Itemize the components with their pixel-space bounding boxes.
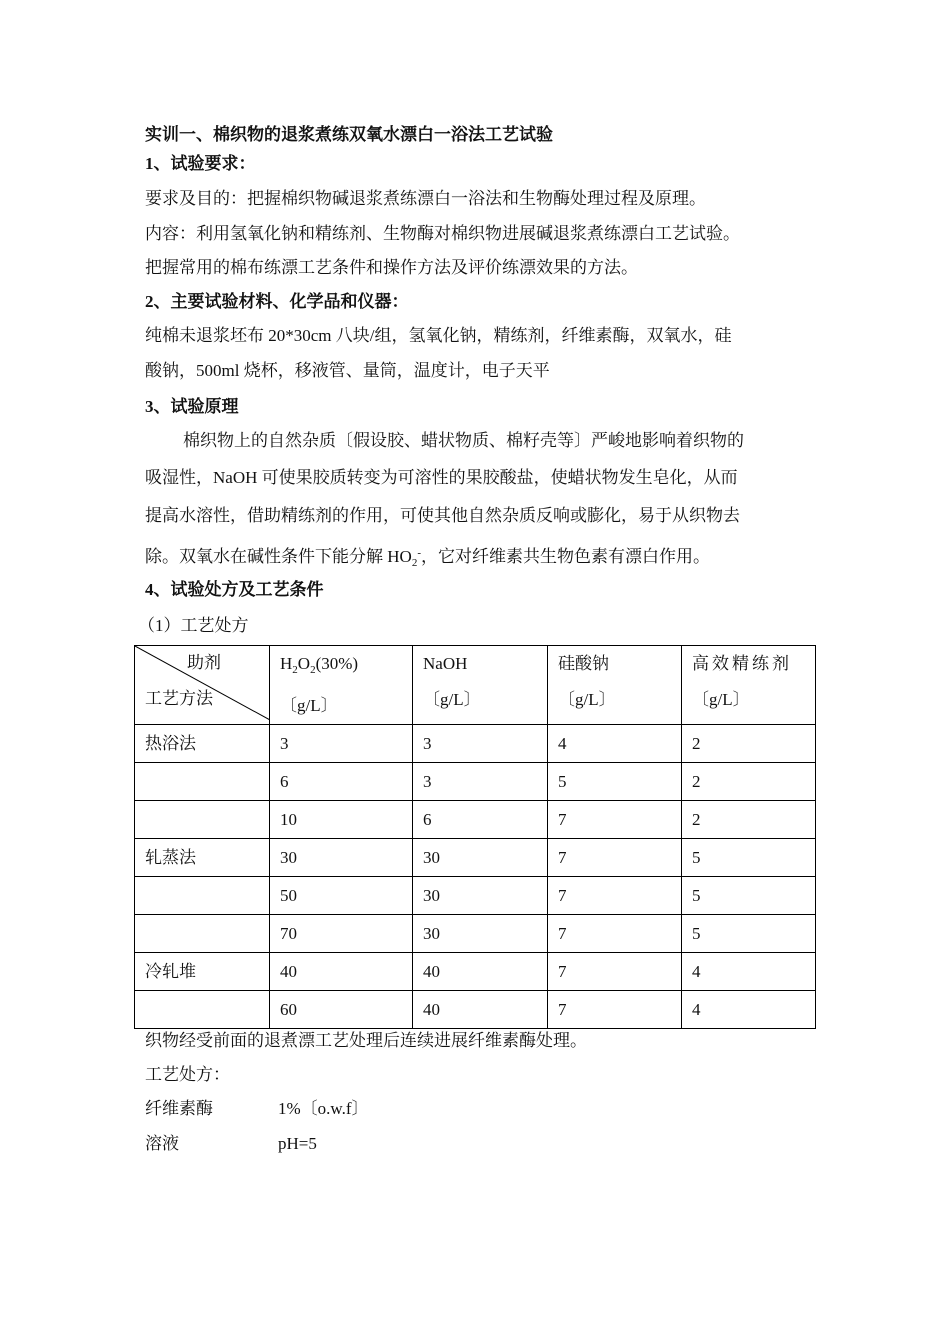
h2o2-subscript-1: 2 <box>292 664 298 676</box>
section-2-heading: 2、主要试验材料、化学品和仪器： <box>145 292 409 311</box>
section-1-content-line-1: 内容：利用氢氧化钠和精练剂、生物酶对棉织物进展碱退浆煮练漂白工艺试验。 <box>145 224 740 243</box>
section-3-principle-line-1: 棉织物上的自然杂质〔假设胶、蜡状物质、棉籽壳等〕严峻地影响着织物的 <box>183 431 744 450</box>
table-header-refining-agent: 高效精练剂 〔g/L〕 <box>682 646 816 725</box>
section-1-content-line-2: 把握常用的棉布练漂工艺条件和操作方法及评价练漂效果的方法。 <box>145 258 638 277</box>
table-header-naoh: NaOH 〔g/L〕 <box>413 646 548 725</box>
section-3-heading: 3、试验原理 <box>145 397 239 416</box>
section-4-subheading: （1）工艺处方 <box>138 616 249 635</box>
table-header-row <box>135 646 816 725</box>
table-header-sodium-silicate: 硅酸钠 〔g/L〕 <box>548 646 682 725</box>
table-row: 轧蒸法 30 30 7 5 <box>135 839 816 877</box>
table-row: 50 30 7 5 <box>135 877 816 915</box>
ho2-superscript: - <box>417 547 421 559</box>
table-row: 70 30 7 5 <box>135 915 816 953</box>
table-row: 6 3 5 2 <box>135 763 816 801</box>
section-1-purpose: 要求及目的：把握棉织物碱退浆煮练漂白一浴法和生物酶处理过程及原理。 <box>145 189 706 208</box>
cellulase-formula-heading: 工艺处方： <box>145 1065 230 1084</box>
section-2-materials-line-1: 纯棉未退浆坯布 20*30cm 八块/组，氢氧化钠，精练剂，纤维素酶，双氧水，硅 <box>145 326 732 345</box>
diagonal-header-top-label: 助剂 <box>187 653 221 672</box>
section-3-principle-line-2: 吸湿性，NaOH 可使果胶质转变为可溶性的果胶酸盐，使蜡状物发生皂化，从而 <box>145 468 738 487</box>
table-row: 冷轧堆 40 40 7 4 <box>135 953 816 991</box>
section-3-principle-line-4-a: 除。双氧水在碱性条件下能分解 <box>145 547 388 566</box>
h2o2-unit: 〔g/L〕 <box>280 696 338 715</box>
ho2-subscript: 2 <box>411 557 418 569</box>
table-header-h2o2: $H_2O_2(30\%)$ 〔g/L〕 <box>270 646 413 725</box>
h2o2-subscript-2: 2 <box>310 664 316 676</box>
cellulase-intro: 织物经受前面的退煮漂工艺处理后连续进展纤维素酶处理。 <box>145 1031 587 1050</box>
table-row: 热浴法 3 3 4 2 <box>135 725 816 763</box>
section-2-materials-line-2: 酸钠，500ml 烧杯，移液管、量筒，温度计，电子天平 <box>145 361 550 380</box>
cellulase-solution-label: 溶液 <box>145 1134 179 1153</box>
section-3-principle-line-3: 提高水溶性，借助精练剂的作用，可使其他自然杂质反响或膨化，易于从织物去 <box>145 506 740 525</box>
table-diagonal-header-cell <box>135 646 270 725</box>
section-4-heading: 4、试验处方及工艺条件 <box>145 580 324 599</box>
ho2-formula: $HO_2^-$ <box>387 547 421 569</box>
section-3-principle-line-4-b: ，它对纤维素共生物色素有漂白作用。 <box>420 547 710 566</box>
section-3-principle-line-4 <box>145 542 710 574</box>
document-title: 实训一、棉织物的退浆煮练双氧水漂白一浴法工艺试验 <box>145 125 553 144</box>
cellulase-enzyme-label: 纤维素酶 <box>145 1099 213 1118</box>
cellulase-solution-value: pH=5 <box>278 1134 317 1153</box>
diagonal-header-bottom-label: 工艺方法 <box>145 689 213 708</box>
process-formula-table <box>134 645 816 1029</box>
cellulase-enzyme-value: 1%〔o.w.f〕 <box>278 1099 369 1118</box>
section-1-heading: 1、试验要求： <box>145 154 256 173</box>
table-row: 10 6 7 2 <box>135 801 816 839</box>
h2o2-concentration: (30%) <box>315 654 359 673</box>
table-row: 60 40 7 4 <box>135 991 816 1029</box>
